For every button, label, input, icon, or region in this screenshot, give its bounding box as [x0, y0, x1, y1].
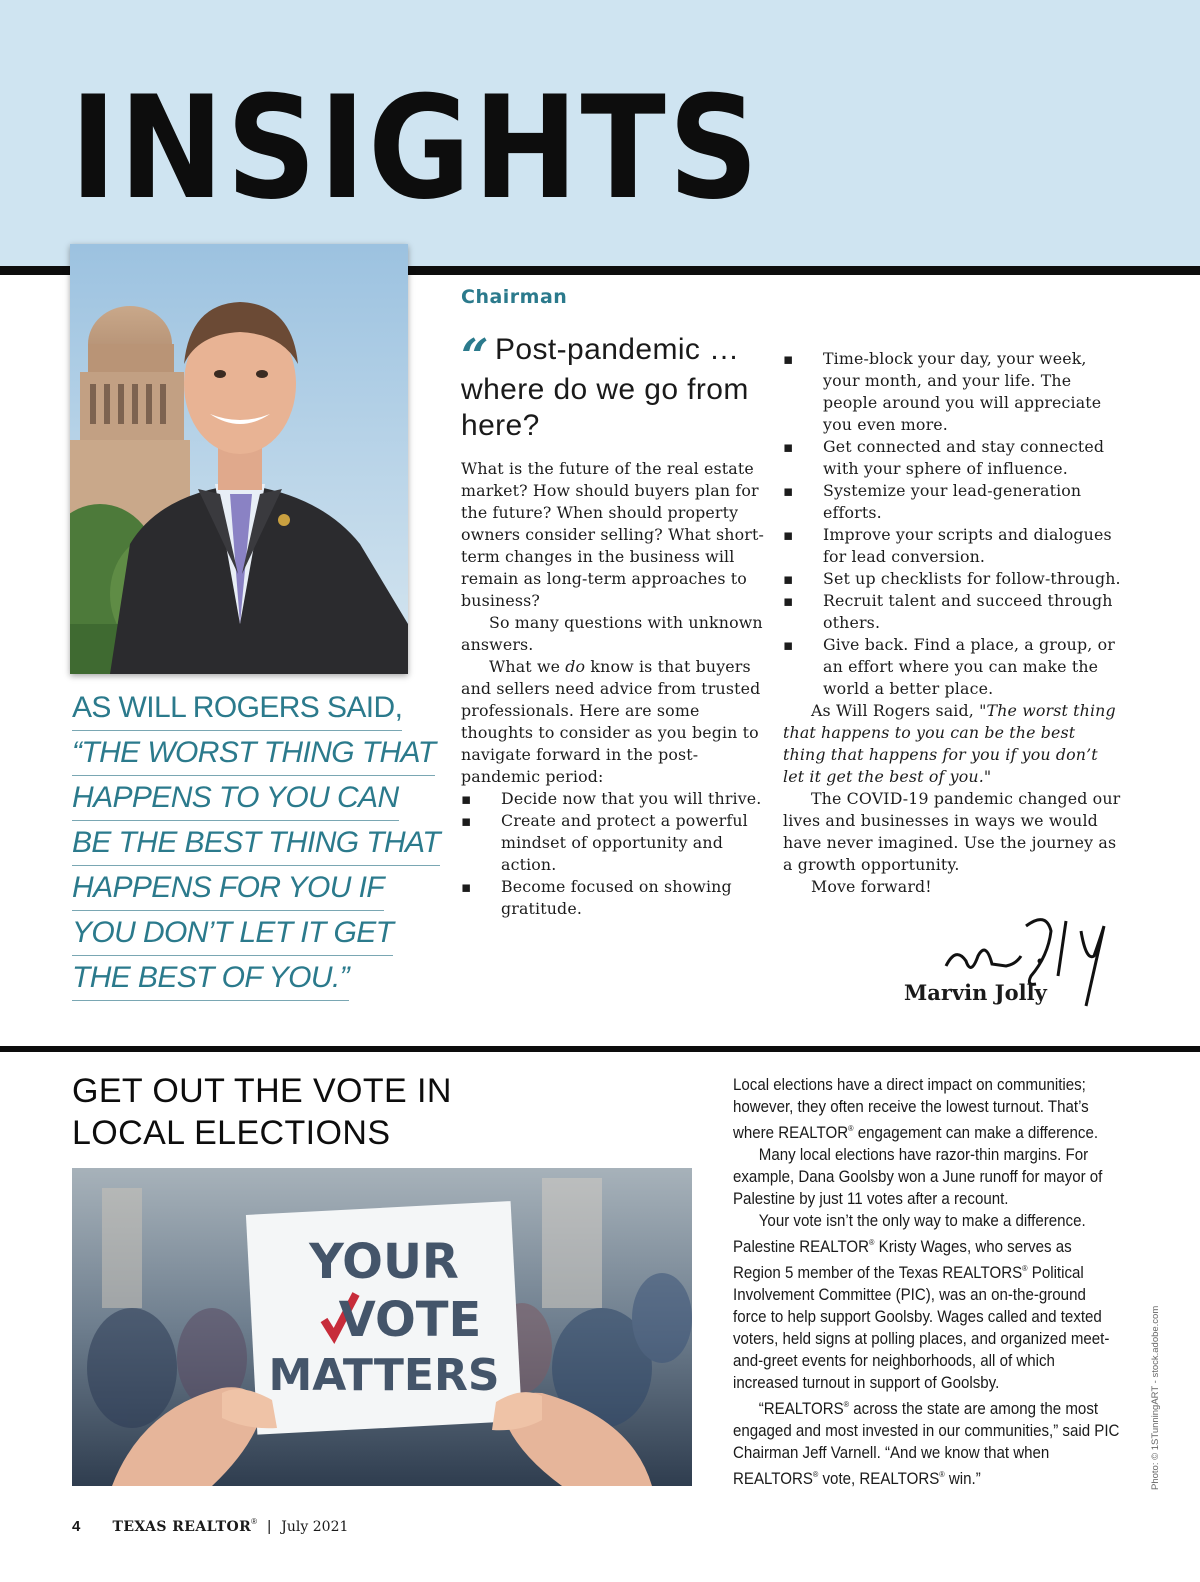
pull-quote-line: THE BEST OF YOU.” [72, 956, 349, 1001]
text-run: across the state are among the most engaged and most invested in our communities,” said PIC Chairman Jeff Varnell. “And we know that when REALTORS [733, 1400, 1120, 1488]
vote-headline: GET OUT THE VOTE IN LOCAL ELECTIONS [72, 1072, 452, 1152]
article-paragraph: What is the future of the real estate market? How should buyers plan for the future? When should property owners consider selling? What short-term changes in the business will remain as long-term approaches to business? [461, 459, 764, 610]
bullet-list [783, 348, 1123, 700]
pull-quote-line: HAPPENS FOR YOU IF [72, 866, 384, 911]
list-item: ▪ Systemize your lead-generation efforts. [783, 480, 1123, 524]
page-number: 4 [72, 1518, 81, 1535]
article-column-2 [783, 348, 1123, 898]
sign-word: YOUR [309, 1234, 459, 1290]
list-item: ▪ Set up checklists for follow-through. [783, 568, 1123, 590]
text-run: Local elections have a direct impact on communities; however, they often receive the lowest turnout. That’s where REALTOR [733, 1076, 1089, 1142]
article-paragraph [783, 700, 1123, 788]
list-item: ▪ Get connected and stay connected with your sphere of influence. [783, 436, 1123, 480]
publication-name: TEXAS REALTOR [112, 1519, 252, 1535]
registered-mark: ® [1022, 1264, 1028, 1273]
footer-separator: | [267, 1518, 272, 1535]
section-label: Chairman [461, 286, 568, 308]
registered-mark: ® [251, 1517, 258, 1526]
quote-mark-icon: “ [461, 329, 490, 385]
text-emphasis: The worst thing that happens to you can be the best thing that happens for you if you don’t let it get the best of you. [783, 701, 1116, 786]
text-emphasis: do [565, 657, 586, 676]
page-footer [72, 1517, 348, 1535]
text-run: " [983, 767, 992, 786]
pull-quote-line: HAPPENS TO YOU CAN [72, 776, 399, 821]
text-run: Kristy Wages, who serves as Region 5 member of the Texas REALTORS [733, 1238, 1072, 1282]
insights-banner [0, 0, 1200, 266]
sign-word: MATTERS [268, 1350, 500, 1401]
chairman-portrait [70, 244, 408, 674]
banner-title: INSIGHTS [70, 66, 762, 231]
list-item: ▪ Recruit talent and succeed through others. [783, 590, 1123, 634]
list-item: ▪ Become focused on showing gratitude. [461, 876, 773, 920]
list-item: ▪ Create and protect a powerful mindset of opportunity and action. [461, 810, 773, 876]
sign-word: VOTE [338, 1292, 482, 1348]
section-divider [0, 1046, 1200, 1052]
article-paragraph [733, 1210, 1119, 1394]
article-paragraph: Many local elections have razor-thin margins. For example, Dana Goolsby won a June runoff for mayor of Palestine by just 11 votes after a recount. [733, 1146, 1103, 1208]
registered-mark: ® [869, 1238, 875, 1247]
registered-mark: ® [939, 1470, 945, 1479]
list-item: ▪ Give back. Find a place, a group, or an effort where you can make the world a better place. [783, 634, 1123, 700]
text-run: Your vote isn’t the only way to make a difference. Palestine REALTOR [733, 1212, 1086, 1256]
pull-quote-line: “THE WORST THING THAT [72, 731, 435, 776]
article-paragraph [461, 656, 773, 788]
text-run: engagement can make a difference. [853, 1124, 1099, 1142]
pull-quote-line: AS WILL ROGERS SAID, [72, 686, 402, 731]
text-run: As Will Rogers said, " [811, 701, 987, 720]
text-run: vote, REALTORS [818, 1470, 940, 1488]
text-run: Political Involvement Committee (PIC), was an on-the-ground force to help support Goolsby. Wages called and texted voters, held signs at polling places, and organized meet-and-greet events for neighborhoods, all of which increased turnout in support of Goolsby. [733, 1264, 1110, 1392]
article-paragraph: So many questions with unknown answers. [461, 613, 763, 654]
text-run: “REALTORS [758, 1400, 844, 1418]
list-item: ▪ Decide now that you will thrive. [461, 788, 773, 810]
vote-article [733, 1074, 1119, 1490]
bullet-list [461, 788, 773, 920]
registered-mark: ® [843, 1400, 850, 1409]
registered-mark: ® [848, 1124, 854, 1133]
pull-quote-line: YOU DON’T LET IT GET [72, 911, 393, 956]
pull-quote [72, 686, 440, 1001]
registered-mark: ® [812, 1470, 819, 1479]
text-run: What we [489, 657, 566, 676]
article-paragraph [733, 1074, 1119, 1144]
text-run: win.” [944, 1470, 981, 1488]
issue-date: July 2021 [281, 1519, 349, 1535]
headline-text: Post-pandemic … where do we go from here? [461, 333, 749, 442]
signature-name: Marvin Jolly [904, 980, 1047, 1005]
article-paragraph: The COVID-19 pandemic changed our lives and businesses in ways we would have never imagined. Use the journey as a growth opportunity. [783, 789, 1121, 874]
list-item: ▪ Time-block your day, your week, your month, and your life. The people around you will appreciate you even more. [783, 348, 1123, 436]
vote-photo [72, 1168, 692, 1486]
pull-quote-line: BE THE BEST THING THAT [72, 821, 440, 866]
article-closing: Move forward! [811, 877, 932, 896]
article-headline [461, 329, 761, 444]
text-run: know is that buyers and sellers need advice from trusted professionals. Here are some thoughts to consider as you begin to navigate forward in the post-pandemic period: [461, 657, 761, 786]
list-item: ▪ Improve your scripts and dialogues for lead conversion. [783, 524, 1123, 568]
article-paragraph [733, 1394, 1119, 1490]
article-column-1 [461, 458, 773, 920]
photo-credit: Photo: © 1STunningART - stock.adobe.com [1150, 1305, 1161, 1490]
